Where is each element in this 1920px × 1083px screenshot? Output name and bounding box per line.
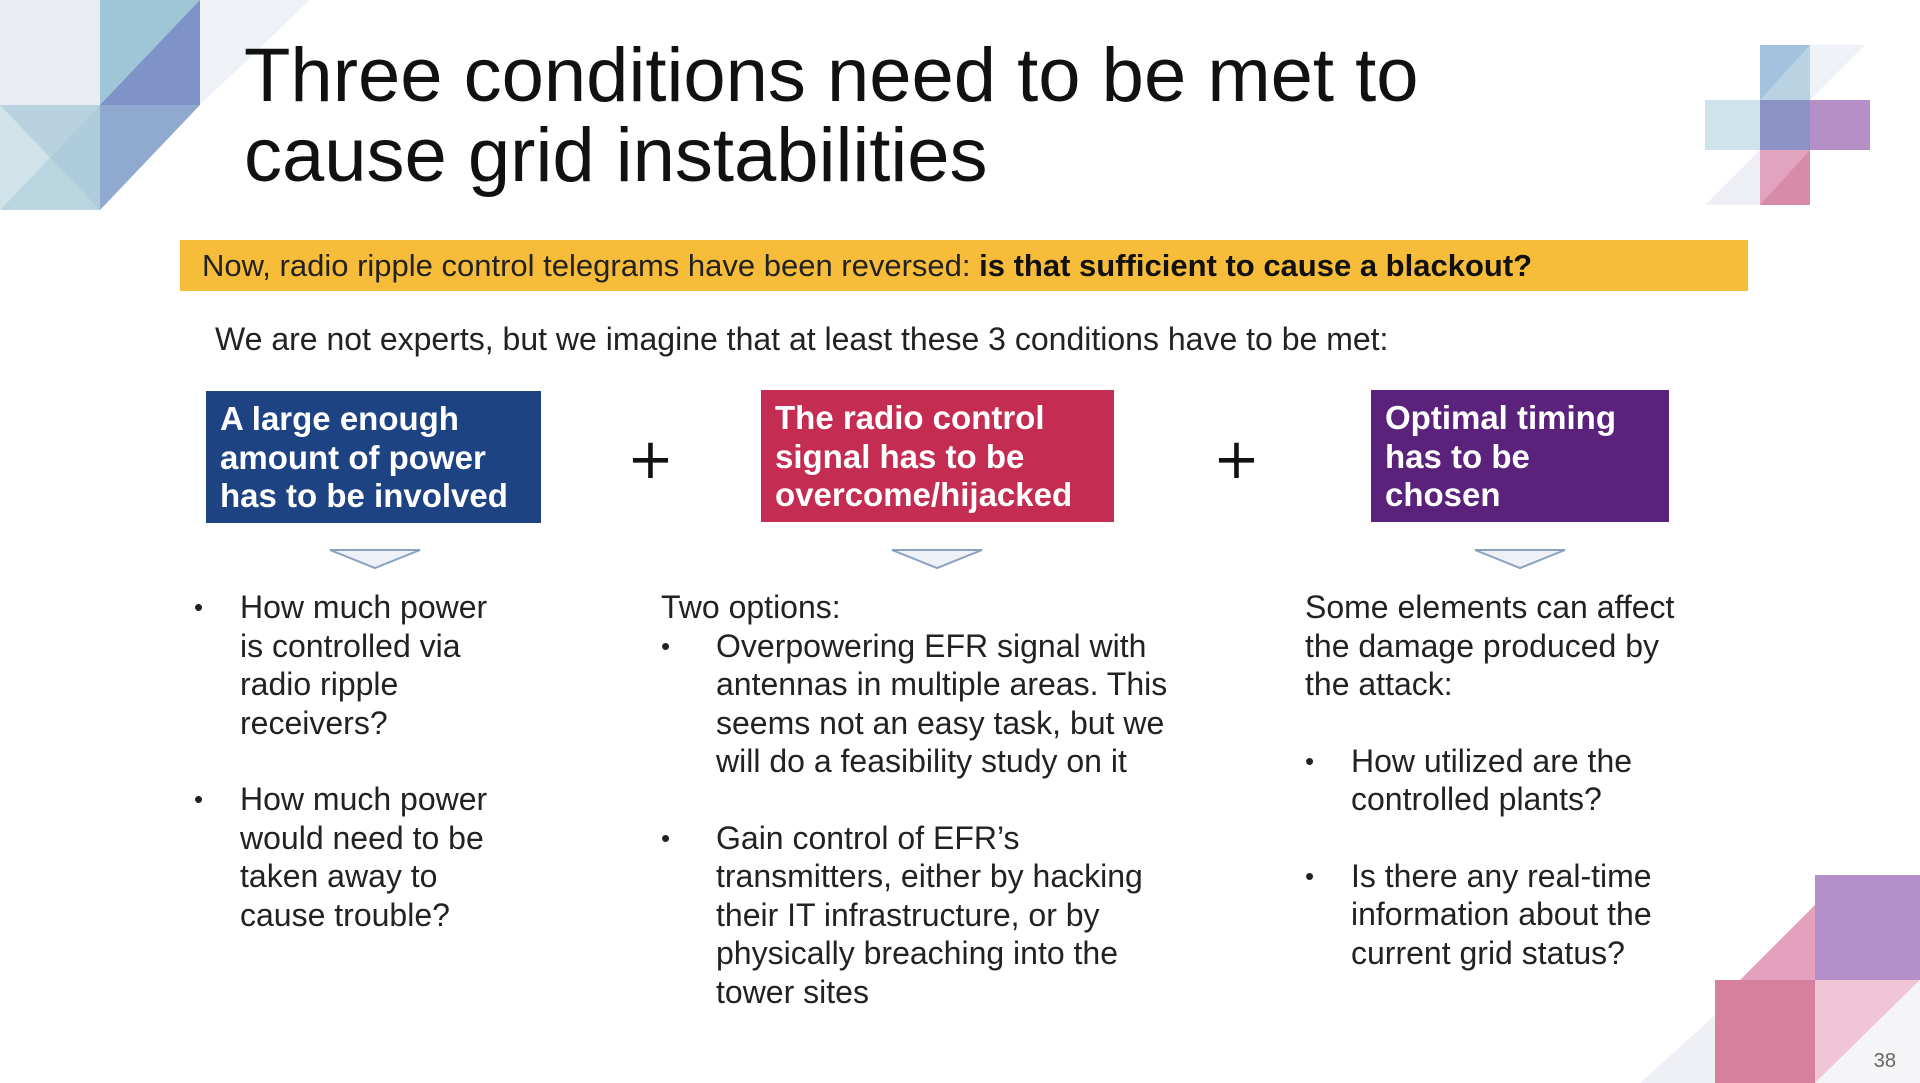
condition-timing-label: Optimal timing has to be chosen — [1385, 399, 1616, 513]
list-item: • How much power would need to be taken away to cause trouble? — [194, 780, 614, 934]
options-heading: Two options: — [661, 589, 841, 625]
signal-options-column — [661, 588, 1261, 1049]
power-questions-column — [194, 588, 614, 972]
list-item: • How much power is controlled via radio ripple receivers? — [194, 588, 614, 742]
list-item: • Is there any real-time information about the current grid status? — [1305, 857, 1745, 973]
intro-text: We are not experts, but we imagine that at least these 3 conditions have to be met: — [215, 321, 1389, 357]
factors-list — [1305, 742, 1745, 973]
timing-factors-column — [1305, 588, 1745, 1010]
banner-text: Now, radio ripple control telegrams have been reversed: — [202, 248, 980, 283]
condition-power-label: A large enough amount of power has to be involved — [220, 400, 508, 514]
chevron-down-icon — [1473, 548, 1567, 570]
chevron-down-icon — [890, 548, 984, 570]
list-item: • Gain control of EFR’s transmitters, either by hacking their IT infrastructure, or by physically breaching into the tower sites — [661, 819, 1261, 1012]
power-questions-list — [194, 588, 614, 934]
banner-question: is that sufficient to cause a blackout? — [979, 248, 1533, 283]
chevron-down-icon — [328, 548, 422, 570]
list-item: • How utilized are the controlled plants? — [1305, 742, 1745, 819]
condition-power-box — [206, 391, 541, 523]
plus-icon: + — [1213, 427, 1260, 492]
list-item: • Overpowering EFR signal with antennas in multiple areas. This seems not an easy task, but we will do a feasibility study on it — [661, 627, 1261, 781]
question-banner — [180, 240, 1748, 291]
top-right-decoration — [1700, 40, 1880, 215]
page-number: 38 — [1873, 1050, 1896, 1072]
options-list — [661, 627, 1261, 1012]
condition-signal-label: The radio control signal has to be overcome/hijacked — [775, 399, 1073, 513]
factors-heading: Some elements can affect the damage produced by the attack: — [1305, 589, 1675, 702]
plus-icon: + — [627, 427, 674, 492]
condition-signal-box — [761, 390, 1114, 522]
page-title: Three conditions need to be met to cause grid instabilities — [244, 33, 1419, 198]
condition-timing-box — [1371, 390, 1669, 522]
